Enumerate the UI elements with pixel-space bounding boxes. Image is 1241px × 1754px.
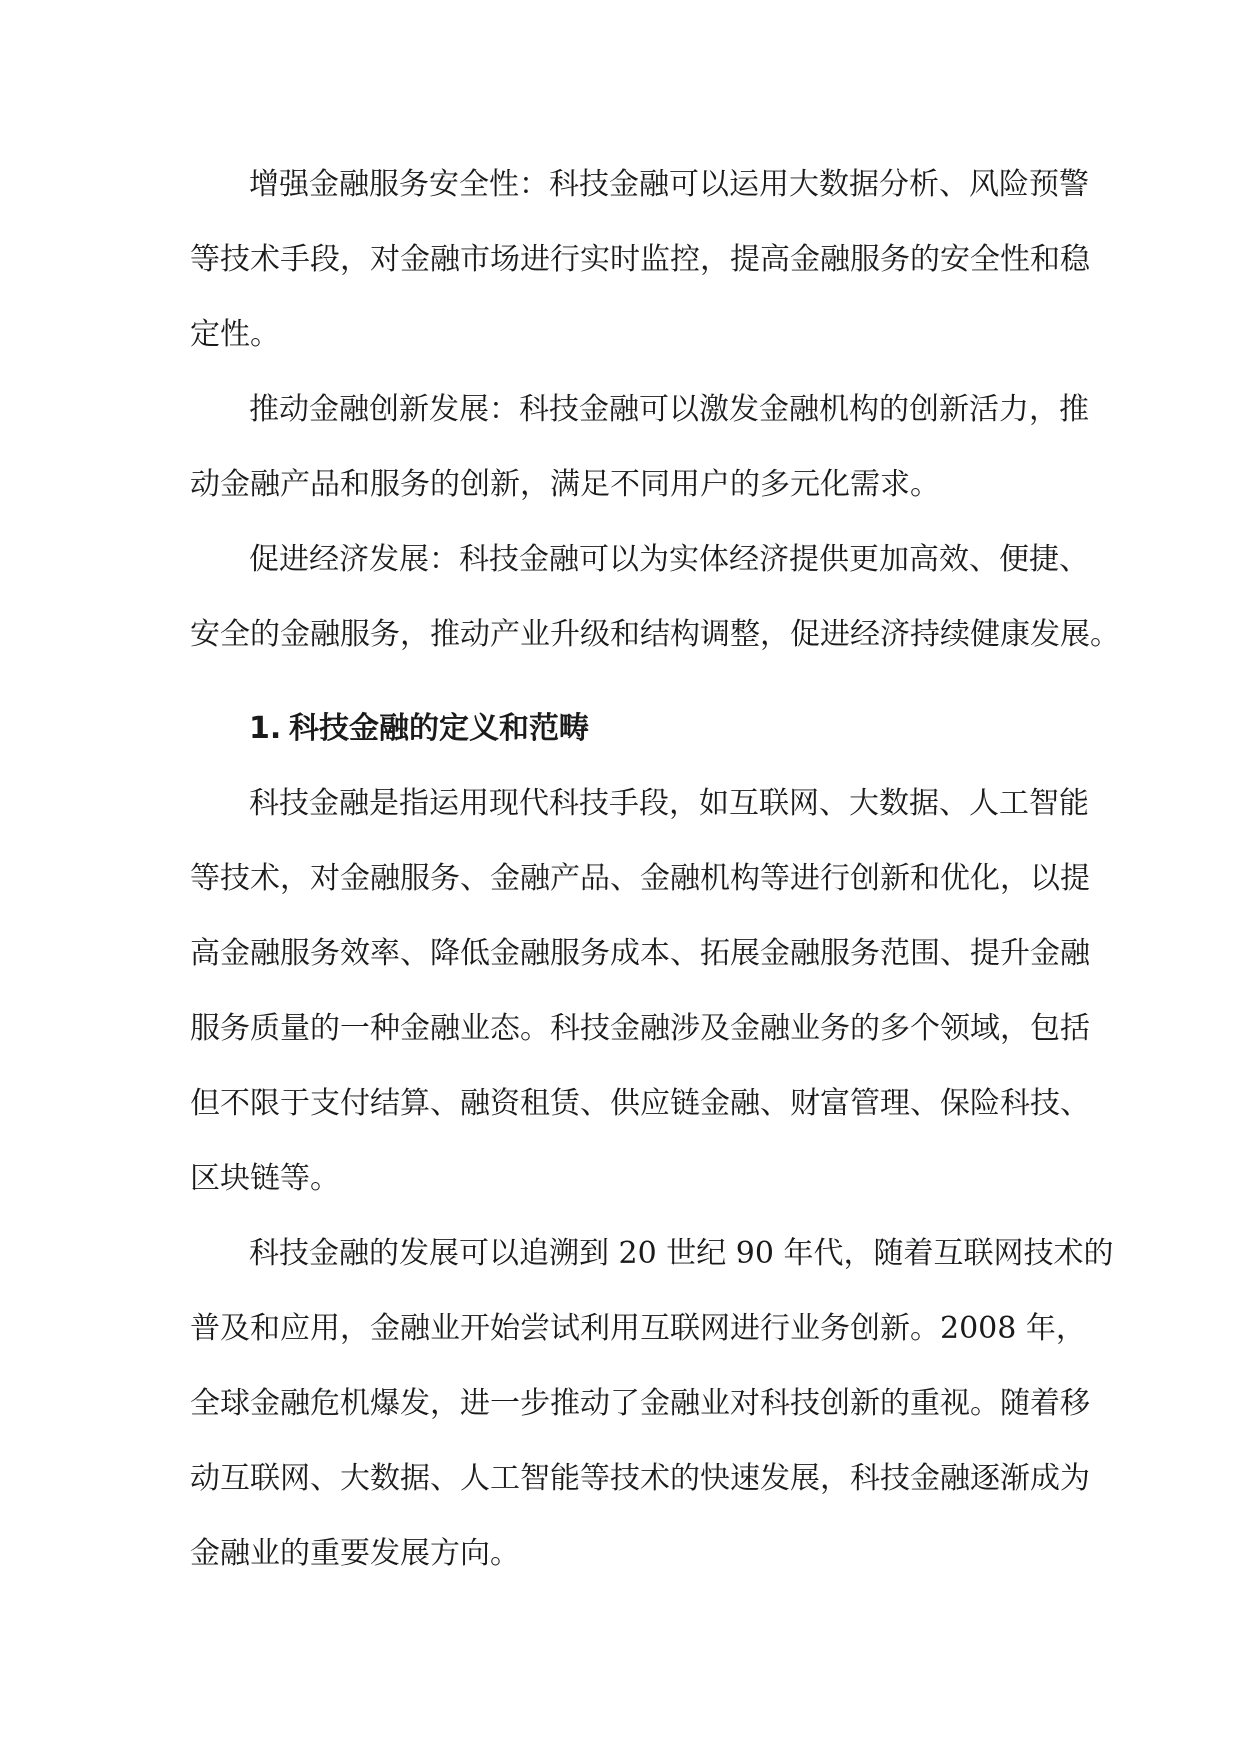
document-body	[190, 147, 1120, 1591]
section-heading	[190, 691, 1070, 766]
paragraph-line: 增强金融服务安全性：科技金融可以运用大数据分析、风险预警	[249, 167, 1089, 202]
paragraph-line: 动金融产品和服务的创新，满足不同用户的多元化需求。	[190, 467, 940, 502]
section-number: 1.	[249, 711, 282, 746]
paragraph-line: 高金融服务效率、降低金融服务成本、拓展金融服务范围、提升金融	[190, 936, 1090, 971]
paragraph-line: 推动金融创新发展：科技金融可以激发金融机构的创新活力，推	[249, 392, 1089, 427]
paragraph-line: 全球金融危机爆发，进一步推动了金融业对科技创新的重视。随着移	[190, 1386, 1090, 1421]
paragraph-definition	[190, 766, 1090, 1216]
paragraph-line: 促进经济发展：科技金融可以为实体经济提供更加高效、便捷、	[249, 542, 1089, 577]
paragraph-line: 但不限于支付结算、融资租赁、供应链金融、财富管理、保险科技、	[190, 1086, 1090, 1121]
section-title: 科技金融的定义和范畴	[289, 711, 589, 746]
paragraph-economy	[190, 522, 1120, 672]
paragraph-line: 服务质量的一种金融业态。科技金融涉及金融业务的多个领域，包括	[190, 1011, 1090, 1046]
paragraph-innovation	[190, 372, 1089, 522]
paragraph-line: 区块链等。	[190, 1161, 340, 1196]
paragraph-history	[190, 1216, 1114, 1591]
paragraph-line: 等技术手段，对金融市场进行实时监控，提高金融服务的安全性和稳	[190, 242, 1090, 277]
paragraph-line: 普及和应用，金融业开始尝试利用互联网进行业务创新。2008 年，	[190, 1311, 1086, 1346]
paragraph-line: 安全的金融服务，推动产业升级和结构调整，促进经济持续健康发展。	[190, 617, 1120, 652]
paragraph-line: 动互联网、大数据、人工智能等技术的快速发展，科技金融逐渐成为	[190, 1461, 1090, 1496]
paragraph-line: 科技金融的发展可以追溯到 20 世纪 90 年代，随着互联网技术的	[249, 1236, 1114, 1271]
paragraph-line: 定性。	[190, 317, 280, 352]
paragraph-line: 等技术，对金融服务、金融产品、金融机构等进行创新和优化，以提	[190, 861, 1090, 896]
paragraph-line: 科技金融是指运用现代科技手段，如互联网、大数据、人工智能	[249, 786, 1089, 821]
paragraph-security	[190, 147, 1090, 372]
paragraph-line: 金融业的重要发展方向。	[190, 1536, 520, 1571]
